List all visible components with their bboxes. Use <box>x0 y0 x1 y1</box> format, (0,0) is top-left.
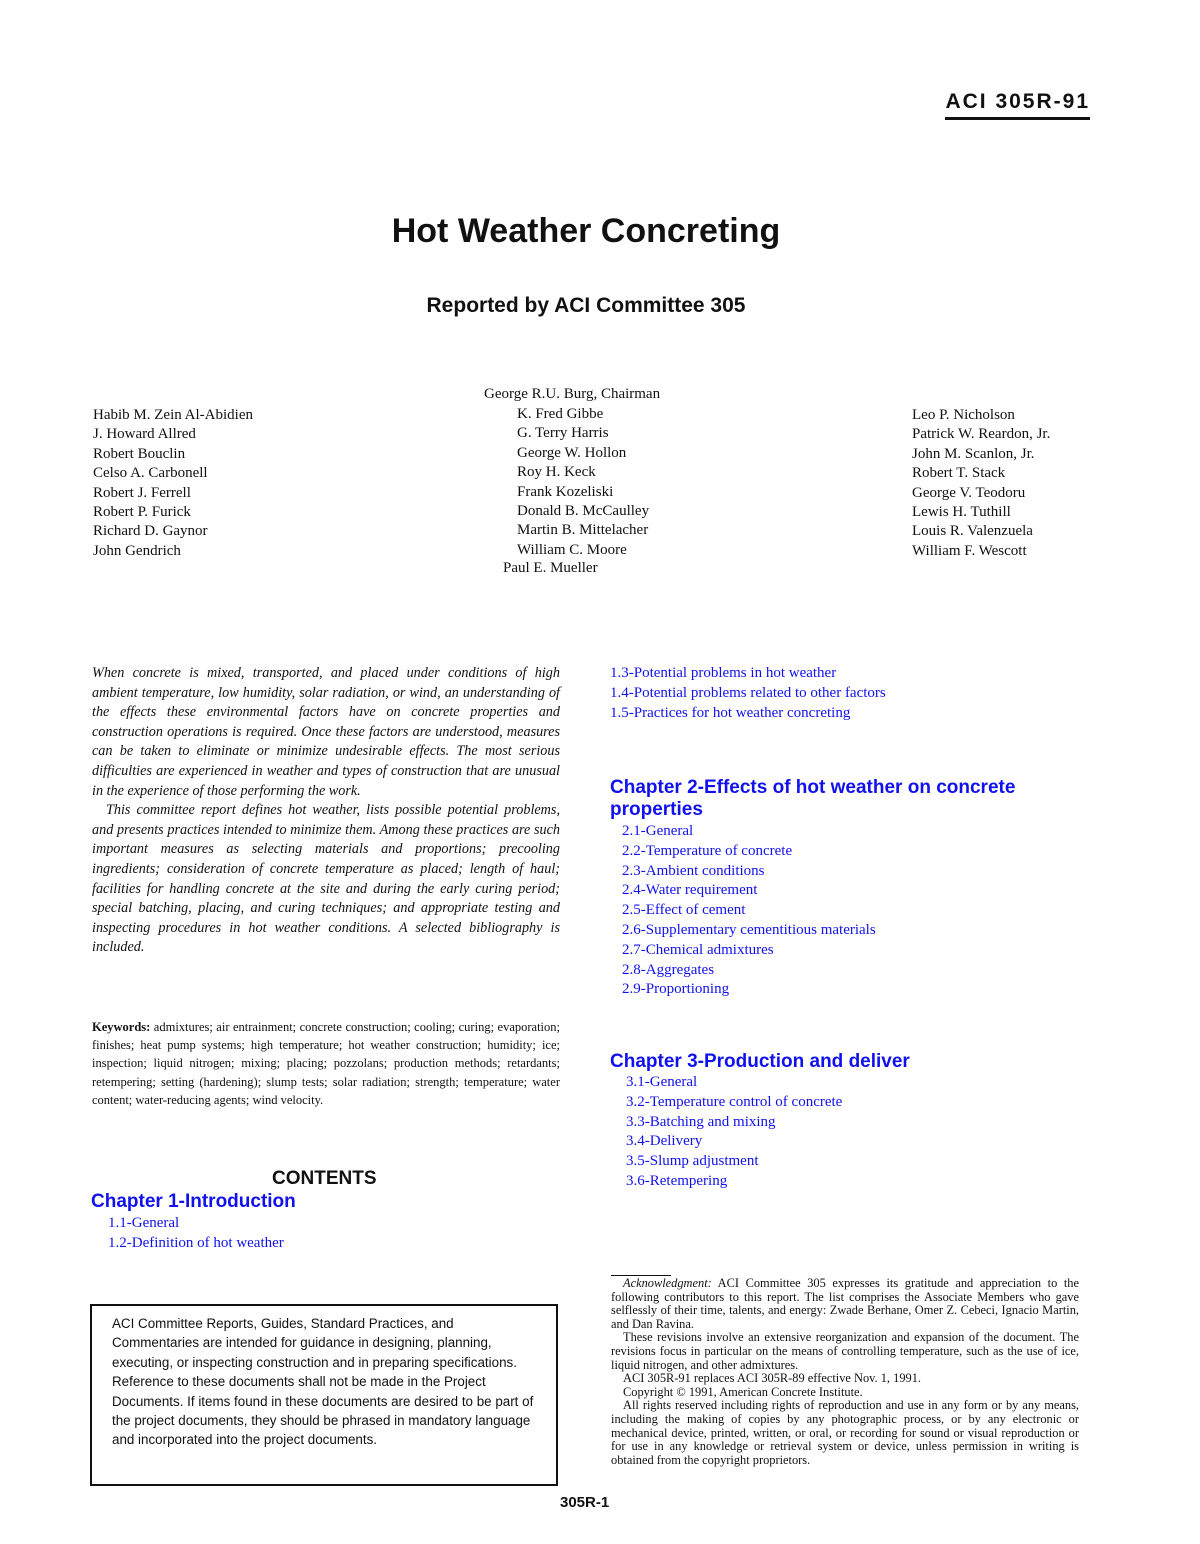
toc-link[interactable]: 3.4-Delivery <box>626 1133 703 1150</box>
toc-link[interactable]: 2.4-Water requirement <box>622 882 758 899</box>
toc-link[interactable]: 2.1-General <box>622 823 694 839</box>
committee-member: Patrick W. Reardon, Jr. <box>912 426 1051 443</box>
committee-member: J. Howard Allred <box>93 426 196 443</box>
committee-member: Robert J. Ferrell <box>93 484 191 501</box>
toc-link[interactable]: 1.2-Definition of hot weather <box>108 1234 284 1251</box>
toc-link[interactable]: 3.6-Retempering <box>626 1172 728 1189</box>
toc-link[interactable]: 3.3-Batching and mixing <box>626 1113 776 1130</box>
toc-chapter-3-items <box>626 1073 842 1192</box>
committee-members-middle <box>517 405 649 560</box>
replacement-note: ACI 305R-91 replaces ACI 305R-89 effective Nov. 1, 1991. <box>623 1371 922 1386</box>
committee-member: Donald B. McCaulley <box>517 503 650 520</box>
committee-member: Habib M. Zein Al-Abidien <box>93 407 253 423</box>
committee-member: George V. Teodoru <box>912 484 1026 501</box>
toc-link[interactable]: 3.2-Temperature control of concrete <box>626 1093 843 1110</box>
committee-member: Lewis H. Tuthill <box>912 504 1011 521</box>
acknowledgment <box>611 1275 1079 1467</box>
toc-chapter-1-items <box>108 1214 284 1254</box>
toc-chapter-3-link[interactable]: Chapter 3-Production and deliver <box>610 1051 910 1072</box>
abstract-paragraph-1: When concrete is mixed, transported, and placed under conditions of high ambient temperature, low humidity, solar radiation, or wind, an understanding of the effects these environmental factors have on concrete properties and construction operations is required. Once these factors are understood, measures can be taken to eliminate or minimize undesirable effects. The most serious difficulties are experienced in weather and types of construction that are unusual in the experience of those performing the work. <box>92 665 560 799</box>
toc-link[interactable]: 1.3-Potential problems in hot weather <box>610 665 837 681</box>
abstract-paragraph-2: This committee report defines hot weather, lists possible potential problems, and presents practices intended to minimize them. Among these practices are such important measures as selecting materials and proportions; precooling ingredients; consideration of concrete temperature as placed; length of haul; facilities for handling concrete at the site and during the early curing period; special batching, placing, and curing techniques; and appropriate testing and inspecting procedures in hot weather conditions. A selected bibliography is included. <box>92 802 560 956</box>
toc-chapter-2-items <box>622 822 876 1000</box>
toc-link[interactable]: 2.5-Effect of cement <box>622 902 746 919</box>
committee-member: Frank Kozeliski <box>517 483 614 500</box>
committee-member: Robert T. Stack <box>912 465 1006 482</box>
committee-members-right <box>912 406 1050 561</box>
committee-member: Robert Bouclin <box>93 445 186 462</box>
acknowledgment-text: ACI Committee 305 expresses its gratitude and appreciation to the following contributors to this report. The list comprises the Associate Members who gave selflessly of their time, talents, and energy: Zwade Berhane, Omer Z. Cebeci, Ignacio Martin, and Dan Ravina. <box>611 1276 1079 1331</box>
committee-member: K. Fred Gibbe <box>517 406 604 422</box>
committee-member: Richard D. Gaynor <box>93 523 208 540</box>
committee-members-left <box>93 406 253 561</box>
toc-link[interactable]: 2.9-Proportioning <box>622 981 730 998</box>
toc-chapter-1-items-continued <box>610 664 886 723</box>
toc-link[interactable]: 3.5-Slump adjustment <box>626 1153 759 1170</box>
committee-member: John M. Scanlon, Jr. <box>912 445 1035 462</box>
committee-member: Celso A. Carbonell <box>93 465 208 482</box>
acknowledgment-paragraph <box>611 1277 1079 1331</box>
committee-member: Leo P. Nicholson <box>912 407 1015 423</box>
toc-link[interactable]: 2.2-Temperature of concrete <box>622 842 793 859</box>
toc-link[interactable]: 3.1-General <box>626 1074 698 1090</box>
toc-chapter-2-link[interactable]: Chapter 2-Effects of hot weather on concrete properties <box>610 777 1016 820</box>
notice-box: ACI Committee Reports, Guides, Standard Practices, and Commentaries are intended for guidance in designing, planning, executing, or inspecting construction and in preparing specifications. Reference to these documents shall not be made in the Project Documents. If items found in these documents are desired to be part of the project documents, they should be phrased in mandatory language and incorporated into the project documents. <box>90 1304 558 1486</box>
committee-member: Roy H. Keck <box>517 464 596 481</box>
committee-member: Robert P. Furick <box>93 504 191 521</box>
committee-member: Paul E. Mueller <box>503 560 598 576</box>
committee-member: Martin B. Mittelacher <box>517 522 649 539</box>
toc-link[interactable]: 2.7-Chemical admixtures <box>622 941 774 958</box>
contents-heading: CONTENTS <box>272 1168 377 1189</box>
revisions-paragraph: These revisions involve an extensive reorganization and expansion of the document. The revisions focus in particular on the means of controlling temperature, such as the use of ice, liquid nitrogen, and other admixtures. <box>611 1330 1079 1372</box>
document-title: Hot Weather Concreting <box>391 212 781 250</box>
toc-link[interactable]: 2.3-Ambient conditions <box>622 862 765 879</box>
copyright-note: Copyright © 1991, American Concrete Institute. <box>623 1384 863 1399</box>
page-number: 305R-1 <box>560 1494 610 1511</box>
toc-link[interactable]: 1.1-General <box>108 1215 180 1231</box>
committee-chairman: George R.U. Burg, Chairman <box>484 386 661 402</box>
committee-member: William F. Wescott <box>912 542 1027 559</box>
keywords-text: admixtures; air entrainment; concrete construction; cooling; curing; evaporation; finishes; heat pump systems; high temperature; hot weather construction; humidity; ice; inspection; liquid nitrogen; mixing; placing; pozzolans; production methods; retardants; retempering; setting (hardening); slump tests; solar radiation; strength; temperature; water content; water-reducing agents; wind velocity. <box>92 1020 560 1107</box>
keywords <box>92 1018 560 1109</box>
committee-member: G. Terry Harris <box>517 425 609 442</box>
toc-link[interactable]: 1.5-Practices for hot weather concreting <box>610 704 851 721</box>
committee-member: William C. Moore <box>517 541 627 558</box>
toc-chapter-1-link[interactable]: Chapter 1-Introduction <box>91 1191 296 1212</box>
keywords-label: Keywords: <box>92 1020 151 1034</box>
toc-link[interactable]: 2.6-Supplementary cementitious materials <box>622 921 876 938</box>
acknowledgment-label: Acknowledgment: <box>623 1276 712 1290</box>
toc-link[interactable]: 2.8-Aggregates <box>622 961 715 978</box>
committee-member: Louis R. Valenzuela <box>912 523 1033 540</box>
document-number: ACI 305R-91 <box>945 90 1090 120</box>
abstract <box>92 664 560 958</box>
document-subtitle: Reported by ACI Committee 305 <box>426 294 746 317</box>
committee-member: George W. Hollon <box>517 444 627 461</box>
toc-link[interactable]: 1.4-Potential problems related to other factors <box>610 684 886 701</box>
rights-note: All rights reserved including rights of reproduction and use in any form or by any means, including the making of copies by any photographic process, or by any electronic or mechanical device, printed, written, or oral, or recording for sound or visual reproduction or for use in any knowledge or retrieval system or device, unless permission in writing is obtained from the copyright proprietors. <box>611 1398 1079 1467</box>
committee-member: John Gendrich <box>93 542 181 559</box>
